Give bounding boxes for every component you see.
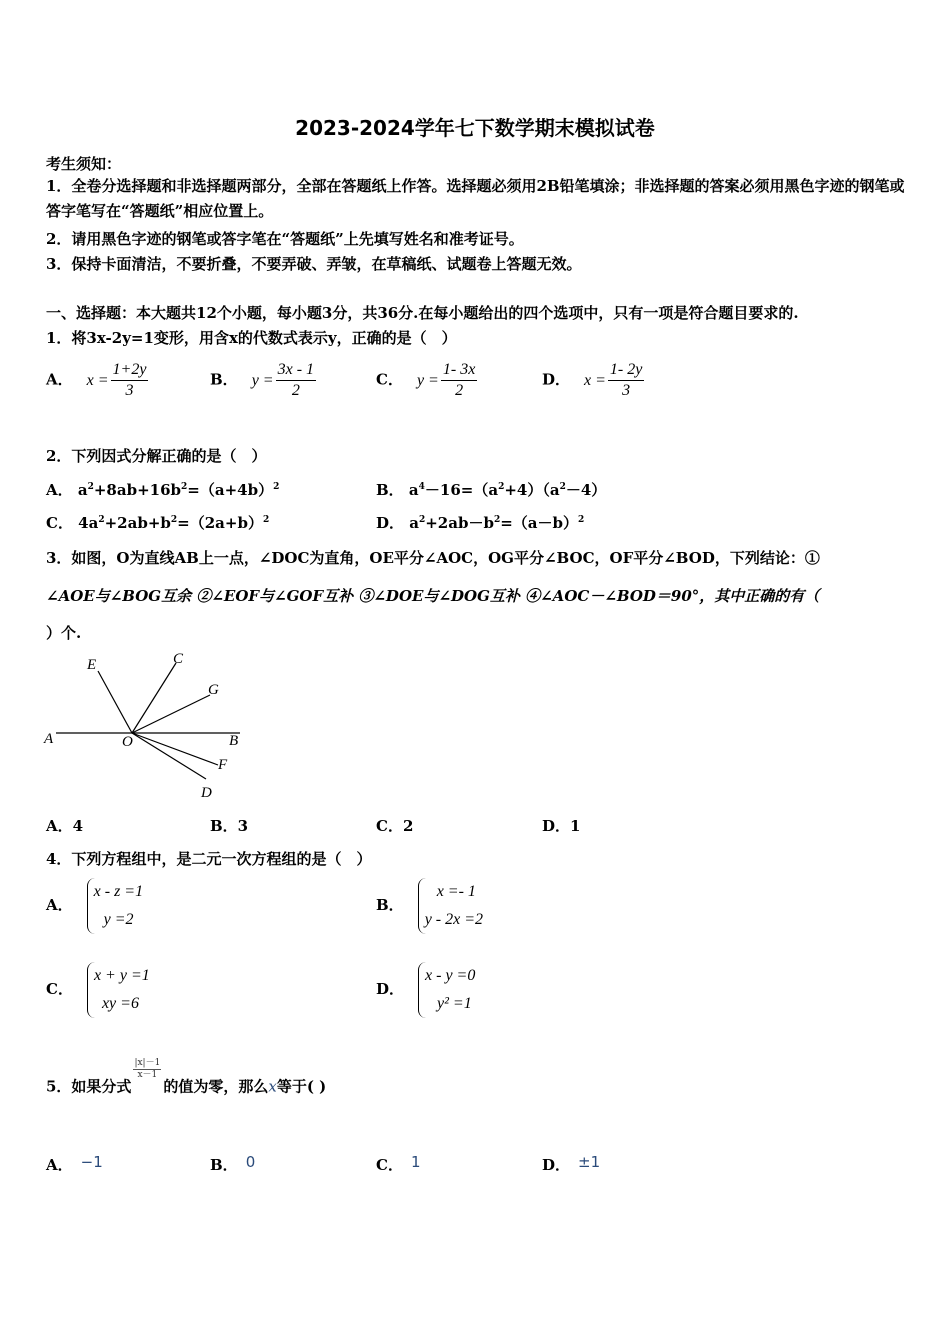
fraction: $\frac{1+2y}{3}$: [112, 361, 147, 399]
q5-option-b[interactable]: B． 0: [210, 1153, 256, 1174]
q2-option-d[interactable]: D． $a^2+2ab-b^2=(a-b)^2$: [376, 514, 585, 532]
q5-option-c[interactable]: C． 1: [376, 1153, 421, 1174]
q3-stem-line2: ∠AOE与∠BOG互余 ②∠EOF与∠GOF互补 ③∠DOE与∠DOG互补 ④∠AOC－∠BOD＝90°，其中正确的有（: [46, 587, 820, 605]
equation-system: x =- 1 y - 2x =2: [418, 878, 483, 934]
section-heading: 一、选择题：本大题共12个小题，每小题3分，共36分.在每小题给出的四个选项中，只有一项是符合题目要求的.: [46, 304, 799, 322]
q4-option-d[interactable]: D． x - y =0 y² =1: [376, 962, 475, 1018]
q5-fraction: $\frac{|x|-1}{x-1}$: [134, 1058, 161, 1080]
q2-option-b[interactable]: B． $a^4-16=(a^2+4)(a^2-4)$: [376, 481, 607, 499]
notice-item-2: 2．请用黑色字迹的钢笔或答字笔在“答题纸”上先填写姓名和准考证号。: [46, 230, 524, 248]
q1-stem: 1．将3x-2y=1变形，用含x的代数式表示y，正确的是（ ）: [46, 329, 457, 347]
q4-option-c[interactable]: C． x + y =1 xy =6: [46, 962, 150, 1018]
q4-option-b[interactable]: B． x =- 1 y - 2x =2: [376, 878, 483, 934]
label-g: G: [208, 682, 219, 698]
label-f: F: [218, 757, 228, 773]
ray-oe: [98, 671, 132, 733]
label-a: A: [44, 731, 54, 747]
q3-option-a[interactable]: A．4: [46, 817, 84, 835]
q3-option-d[interactable]: D．1: [542, 817, 581, 835]
q5-option-d[interactable]: D． ±1: [542, 1153, 601, 1174]
notice-item-1: 1．全卷分选择题和非选择题两部分，全部在答题纸上作答。选择题必须用2B铅笔填涂；非选择题的答案必须用黑色字迹的钢笔或答字笔写在“答题纸”相应位置上。: [46, 177, 905, 220]
q3-option-c[interactable]: C．2: [376, 817, 414, 835]
label-b: B: [229, 733, 239, 749]
q5-option-a[interactable]: A． −1: [46, 1153, 103, 1174]
q3-stem-line3: ）个.: [46, 624, 82, 642]
q3-stem-line1: 3．如图，O为直线AB上一点，∠DOC为直角，OE平分∠AOC，OG平分∠BOC，OF平分∠BOD，下列结论：①: [46, 549, 820, 567]
q1-option-b[interactable]: B． y = $\frac{3x - 1}{2}$: [210, 361, 315, 399]
label-e: E: [87, 657, 97, 673]
fraction: $\frac{1- 2y}{3}$: [609, 361, 643, 399]
fraction: $\frac{3x - 1}{2}$: [277, 361, 315, 399]
notice-item-3: 3．保持卡面清洁，不要折叠，不要弄破、弄皱，在草稿纸、试题卷上答题无效。: [46, 255, 582, 273]
equation-system: x + y =1 xy =6: [87, 962, 150, 1018]
page-title: 2023-2024学年七下数学期末模拟试卷: [295, 116, 655, 140]
q1-option-a[interactable]: A． x = $\frac{1+2y}{3}$: [46, 361, 147, 399]
equation-system: x - y =0 y² =1: [418, 962, 475, 1018]
q2-option-a[interactable]: A． $a^2+8ab+16b^2=(a+4b)^2$: [46, 481, 280, 499]
label-c: C: [173, 651, 184, 667]
q4-stem: 4．下列方程组中，是二元一次方程组的是（ ）: [46, 850, 372, 868]
q2-stem: 2．下列因式分解正确的是（ ）: [46, 447, 267, 465]
q3-option-b[interactable]: B．3: [210, 817, 249, 835]
q1-option-c[interactable]: C． y = $\frac{1- 3x}{2}$: [376, 361, 476, 399]
q4-option-a[interactable]: A． x - z =1 y =2: [46, 878, 143, 934]
q5-stem: 5．如果分式 $\frac{|x|-1}{x-1}$ 的值为零，那么x等于( ): [46, 1058, 327, 1096]
fraction: $\frac{1- 3x}{2}$: [442, 361, 476, 399]
equation-system: x - z =1 y =2: [87, 878, 143, 934]
label-d: D: [201, 785, 212, 801]
label-o: O: [122, 734, 133, 750]
notice-heading: 考生须知：: [46, 155, 122, 173]
q2-option-c[interactable]: C． $4a^2+2ab+b^2=(2a+b)^2$: [46, 514, 270, 532]
q3-angle-figure: [40, 645, 250, 805]
q1-option-d[interactable]: D． x = $\frac{1- 2y}{3}$: [542, 361, 643, 399]
